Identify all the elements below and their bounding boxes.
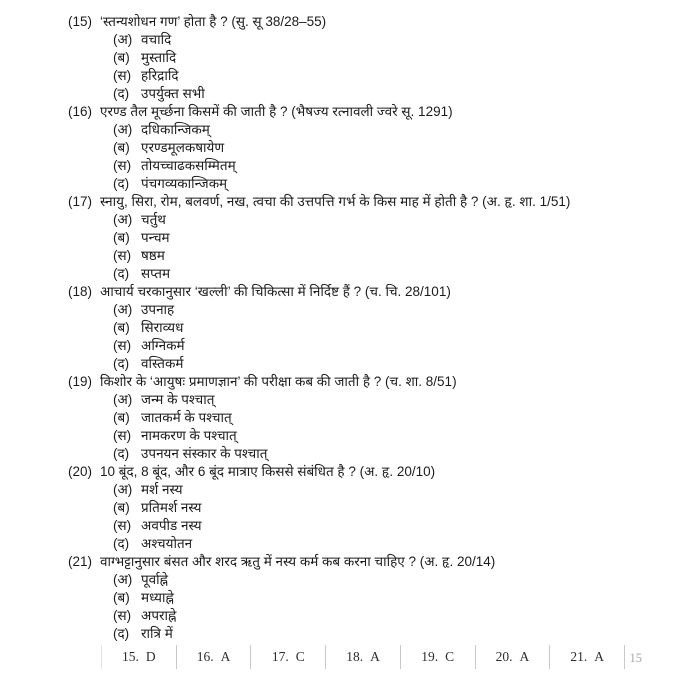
option-label: (द): [113, 446, 130, 461]
question-block-15: [68, 13, 660, 103]
option-label: (ब): [113, 140, 130, 155]
answer-question-number: 20.: [495, 649, 513, 664]
answer-key-entry: [549, 645, 624, 669]
page-number: 15: [629, 651, 642, 665]
option-label: (ब): [113, 590, 130, 605]
option-line: [68, 157, 660, 175]
option-label: (स): [113, 158, 132, 173]
question-block-20: [68, 463, 660, 553]
option-line: [68, 49, 660, 67]
option-line: [68, 391, 660, 409]
option-line: [68, 175, 660, 193]
option-label: (अ): [113, 212, 133, 227]
option-line: [68, 607, 660, 625]
option-text: जातकर्म के पश्चात्: [141, 410, 232, 425]
option-label: (द): [113, 536, 130, 551]
option-text: जन्म के पश्चात्: [141, 392, 215, 407]
question-block-21: [68, 553, 660, 643]
option-line: [68, 319, 660, 337]
question-text: आचार्य चरकानुसार ‘खल्ली’ की चिकित्सा में निर्दिष्ट हैं ? (च. चि. 28/101): [100, 284, 451, 299]
option-text: हरिद्रादि: [141, 68, 179, 83]
option-text: अग्निकर्म: [141, 338, 185, 353]
option-label: (अ): [113, 392, 133, 407]
answer-letter: A: [594, 649, 604, 664]
question-line: [68, 103, 660, 121]
answer-key-strip: [101, 645, 625, 669]
question-line: [68, 193, 660, 211]
option-line: [68, 517, 660, 535]
option-line: [68, 625, 660, 643]
option-text: तोयच्चाढकसम्मितम्: [141, 158, 236, 173]
question-block-19: [68, 373, 660, 463]
option-text: एरण्डमूलकषायेण: [141, 140, 225, 155]
question-number: (18): [68, 284, 93, 299]
option-line: [68, 337, 660, 355]
option-line: [68, 31, 660, 49]
answer-question-number: 15.: [122, 649, 139, 664]
question-block-18: [68, 283, 660, 373]
option-text: षष्ठम: [141, 248, 165, 263]
option-label: (अ): [113, 482, 133, 497]
option-label: (द): [113, 266, 130, 281]
option-text: मुस्तादि: [141, 50, 177, 65]
option-text: सिराव्यध: [141, 320, 184, 335]
answer-question-number: 21.: [570, 649, 588, 664]
question-line: [68, 373, 660, 391]
question-line: [68, 283, 660, 301]
option-text: चर्तुथ: [141, 212, 166, 227]
option-label: (ब): [113, 410, 130, 425]
option-label: (ब): [113, 50, 130, 65]
answer-letter: C: [445, 649, 455, 664]
option-text: रात्रि में: [141, 626, 173, 641]
option-text: अपराह्ने: [141, 608, 177, 623]
option-label: (द): [113, 176, 130, 191]
answer-letter: A: [220, 649, 231, 664]
option-label: (स): [113, 248, 132, 263]
option-line: [68, 247, 660, 265]
option-line: [68, 589, 660, 607]
option-text: अश्चयोतन: [141, 536, 193, 551]
question-text: एरण्ड तैल मूर्च्छना किसमें की जाती है ? (भैषज्य रत्नावली ज्वरे सू. 1291): [100, 104, 453, 119]
answer-key-entry: [400, 645, 475, 669]
option-text: वस्तिकर्म: [141, 356, 184, 371]
question-number: (19): [68, 374, 93, 389]
answer-key-entry: [250, 645, 325, 669]
question-number: (21): [68, 554, 93, 569]
option-label: (अ): [113, 572, 133, 587]
option-label: (द): [113, 86, 130, 101]
option-label: (द): [113, 626, 130, 641]
answer-strip-right-edge: [624, 645, 625, 669]
option-label: (ब): [113, 230, 130, 245]
option-line: [68, 85, 660, 103]
option-line: [68, 355, 660, 373]
question-number: (15): [68, 14, 93, 29]
option-label: (ब): [113, 320, 130, 335]
option-text: दधिकान्जिकम्: [141, 122, 210, 137]
option-line: [68, 427, 660, 445]
question-number: (16): [68, 104, 93, 119]
option-text: मध्याह्ने: [141, 590, 174, 605]
option-line: [68, 571, 660, 589]
answer-question-number: 17.: [271, 649, 289, 664]
option-text: पंचगव्यकान्जिकम्: [141, 176, 228, 191]
question-line: [68, 463, 660, 481]
option-label: (स): [113, 428, 132, 443]
answer-key-entry: [325, 645, 400, 669]
question-text: किशोर के ‘आयुषः प्रमाणज्ञान’ की परीक्षा कब की जाती है ? (च. शा. 8/51): [100, 374, 457, 389]
question-line: [68, 553, 660, 571]
answer-letter: D: [145, 649, 156, 664]
option-line: [68, 445, 660, 463]
option-text: नामकरण के पश्चात्: [141, 428, 237, 443]
question-text: ‘स्तन्यशोधन गण’ होता है ? (सु. सू 38/28–55): [100, 14, 327, 29]
option-text: प्रतिमर्श नस्य: [141, 500, 202, 515]
option-text: पन्चम: [141, 230, 170, 245]
option-label: (अ): [113, 122, 133, 137]
option-text: वचादि: [141, 32, 172, 47]
answer-letter: A: [519, 649, 530, 664]
option-text: अवपीड नस्य: [141, 518, 202, 533]
option-line: [68, 535, 660, 553]
option-text: मर्श नस्य: [141, 482, 183, 497]
question-text: स्नायु, सिरा, रोम, बलवर्ण, नख, त्वचा की उत्तपत्ति गर्भ के किस माह में होती है ? (अ. हृ. शा. 1/51): [100, 194, 571, 209]
option-label: (स): [113, 68, 132, 83]
question-line: [68, 13, 660, 31]
option-line: [68, 139, 660, 157]
option-line: [68, 301, 660, 319]
option-line: [68, 211, 660, 229]
answer-letter: C: [295, 649, 305, 664]
option-label: (स): [113, 608, 132, 623]
option-text: उपर्युक्त सभी: [141, 86, 205, 101]
option-label: (अ): [113, 302, 133, 317]
answer-key-entry: [101, 645, 176, 669]
option-label: (स): [113, 338, 132, 353]
option-text: उपनयन संस्कार के पश्चात्: [141, 446, 268, 461]
option-text: उपनाह: [141, 302, 175, 317]
option-line: [68, 409, 660, 427]
option-line: [68, 499, 660, 517]
question-text: वाग्भट्टानुसार बंसत और शरद ऋतु में नस्य कर्म कब करना चाहिए ? (अ. हृ. 20/14): [100, 554, 496, 569]
option-label: (ब): [113, 500, 130, 515]
option-line: [68, 481, 660, 499]
question-number: (20): [68, 464, 93, 479]
option-label: (अ): [113, 32, 133, 47]
answer-key-entry: [176, 645, 251, 669]
option-line: [68, 265, 660, 283]
answer-question-number: 19.: [421, 649, 439, 664]
question-block-16: [68, 103, 660, 193]
answer-letter: A: [370, 649, 380, 664]
option-line: [68, 229, 660, 247]
option-label: (स): [113, 518, 132, 533]
option-line: [68, 67, 660, 85]
option-label: (द): [113, 356, 130, 371]
option-text: सप्तम: [141, 266, 171, 281]
answer-key-entry: [475, 645, 550, 669]
option-text: पूर्वाह्ने: [141, 572, 169, 587]
question-number: (17): [68, 194, 93, 209]
question-text: 10 बूंद, 8 बूंद, और 6 बूंद मात्राए किससे संबंधित है ? (अ. हृ. 20/10): [100, 464, 436, 479]
answer-question-number: 18.: [346, 649, 364, 664]
question-block-17: [68, 193, 660, 283]
answer-question-number: 16.: [196, 649, 214, 664]
option-line: [68, 121, 660, 139]
